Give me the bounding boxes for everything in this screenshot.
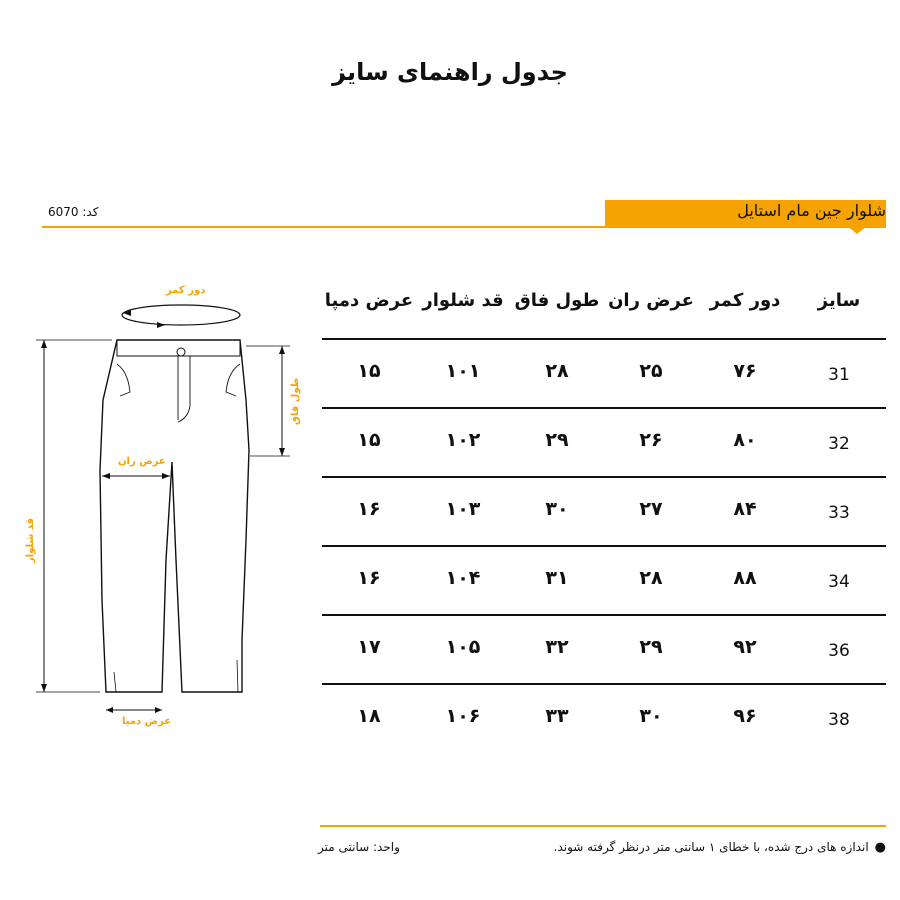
cell-length: ۱۰۵	[445, 636, 481, 658]
cell-size: 33	[828, 503, 850, 523]
cell-thigh: ۲۹	[639, 636, 663, 658]
pants-diagram	[0, 270, 320, 730]
length-arrow-top	[41, 340, 47, 348]
table-row	[322, 545, 886, 614]
cell-size: 32	[828, 434, 850, 454]
header-hem: عرض دمپا	[324, 290, 414, 311]
cell-waist: ۸۴	[733, 498, 757, 520]
header-divider	[42, 226, 886, 228]
label-hem: عرض دمپا	[122, 716, 172, 727]
rise-arrow-bottom	[279, 448, 285, 456]
cell-thigh: ۲۸	[639, 567, 663, 589]
label-waist: دور کمر	[166, 285, 206, 296]
header-rise: طول فاق	[514, 290, 600, 311]
cell-waist: ۸۸	[733, 567, 757, 589]
pants-outline	[100, 340, 249, 692]
cell-hem: ۱۸	[357, 705, 381, 727]
cell-length: ۱۰۱	[445, 360, 481, 382]
cell-thigh: ۲۶	[639, 429, 663, 451]
cell-hem: ۱۵	[357, 360, 381, 382]
cell-rise: ۲۹	[545, 429, 569, 451]
cell-length: ۱۰۴	[445, 567, 481, 589]
cell-waist: ۷۶	[733, 360, 757, 382]
product-name: شلوار جین مام استایل	[737, 201, 886, 220]
footer-note-text: اندازه های درج شده، با خطای ۱ سانتی متر درنظر گرفته شوند.	[553, 840, 869, 854]
page-title: جدول راهنمای سایز	[332, 58, 568, 86]
table-row	[322, 683, 886, 752]
header-length: قد شلوار	[422, 290, 504, 311]
table-row	[322, 407, 886, 476]
unit-label: واحد: سانتی متر	[318, 840, 400, 854]
bullet-icon: ●	[874, 840, 886, 855]
table-row	[322, 338, 886, 407]
header-waist: دور کمر	[709, 290, 781, 311]
cell-size: 34	[828, 572, 850, 592]
waist-ellipse	[122, 305, 240, 325]
cell-rise: ۳۱	[545, 567, 569, 589]
hem-arrow-left	[106, 707, 113, 713]
cell-waist: ۹۲	[733, 636, 757, 658]
cell-hem: ۱۶	[357, 498, 381, 520]
cell-size: 36	[828, 641, 850, 661]
product-code: کد: 6070	[48, 205, 99, 219]
cell-hem: ۱۷	[357, 636, 381, 658]
cell-waist: ۹۶	[733, 705, 757, 727]
table-row	[322, 614, 886, 683]
cell-size: 31	[828, 365, 850, 385]
cell-hem: ۱۵	[357, 429, 381, 451]
footer-divider	[320, 825, 886, 827]
cell-rise: ۲۸	[545, 360, 569, 382]
header-size: سایز	[817, 290, 861, 311]
cell-rise: ۳۰	[545, 498, 569, 520]
cell-rise: ۳۳	[545, 705, 569, 727]
waist-arrow-right	[157, 322, 165, 328]
length-arrow-bottom	[41, 684, 47, 692]
cell-thigh: ۲۵	[639, 360, 663, 382]
rise-arrow-top	[279, 346, 285, 354]
hem-arrow-right	[155, 707, 162, 713]
table-header-row	[322, 282, 886, 338]
cell-hem: ۱۶	[357, 567, 381, 589]
cell-length: ۱۰۳	[445, 498, 481, 520]
cell-thigh: ۲۷	[639, 498, 663, 520]
cell-rise: ۳۲	[545, 636, 569, 658]
label-thigh: عرض ران	[118, 456, 166, 467]
label-rise: طول فاق	[290, 377, 302, 426]
cell-length: ۱۰۲	[445, 429, 481, 451]
table-row	[322, 476, 886, 545]
header-thigh: عرض ران	[608, 290, 694, 311]
cell-length: ۱۰۶	[445, 705, 481, 727]
footer-note	[554, 840, 886, 855]
cell-waist: ۸۰	[733, 429, 757, 451]
label-length: قد شلوار	[25, 517, 37, 564]
cell-thigh: ۳۰	[639, 705, 663, 727]
cell-size: 38	[828, 710, 850, 730]
size-table	[322, 282, 886, 752]
